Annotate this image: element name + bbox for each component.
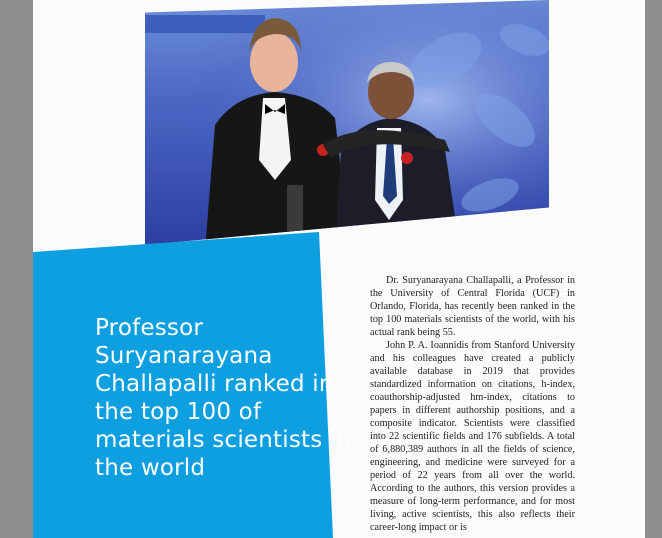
award-photo xyxy=(145,0,549,250)
award-photo-illustration xyxy=(145,0,549,250)
article-headline: Professor Suryanarayana Challapalli ranked in the top 100 of materials scientists in the world xyxy=(95,315,352,481)
article-paragraph-2: John P. A. Ioannidis from Stanford University and his colleagues have created a publicly available database in 2019 that provides standardized information on citations, h-index, coauthorship-adjusted hm-index, citations to papers in different authorship positions, and a composite indicator. Scientists were classified into 22 scientific fields and 176 subfields. A total of 6,880,389 authors in all the fields of science, engineering, and medicine were surveyed for a period of 22 years from all over the world. According to the authors, this version provides a measure of long-term performance, and for most living, active scientists, this also reflects their career-long impact or is xyxy=(370,340,575,533)
article-paragraph-1: Dr. Suryanarayana Challapalli, a Professor in the University of Central Florida (UCF) in Orlando, Florida, has recently been ranked in the top 100 materials scientists of the world, with his actual rank being 55. xyxy=(370,275,575,338)
article-body xyxy=(370,274,575,534)
magazine-page xyxy=(33,0,645,538)
